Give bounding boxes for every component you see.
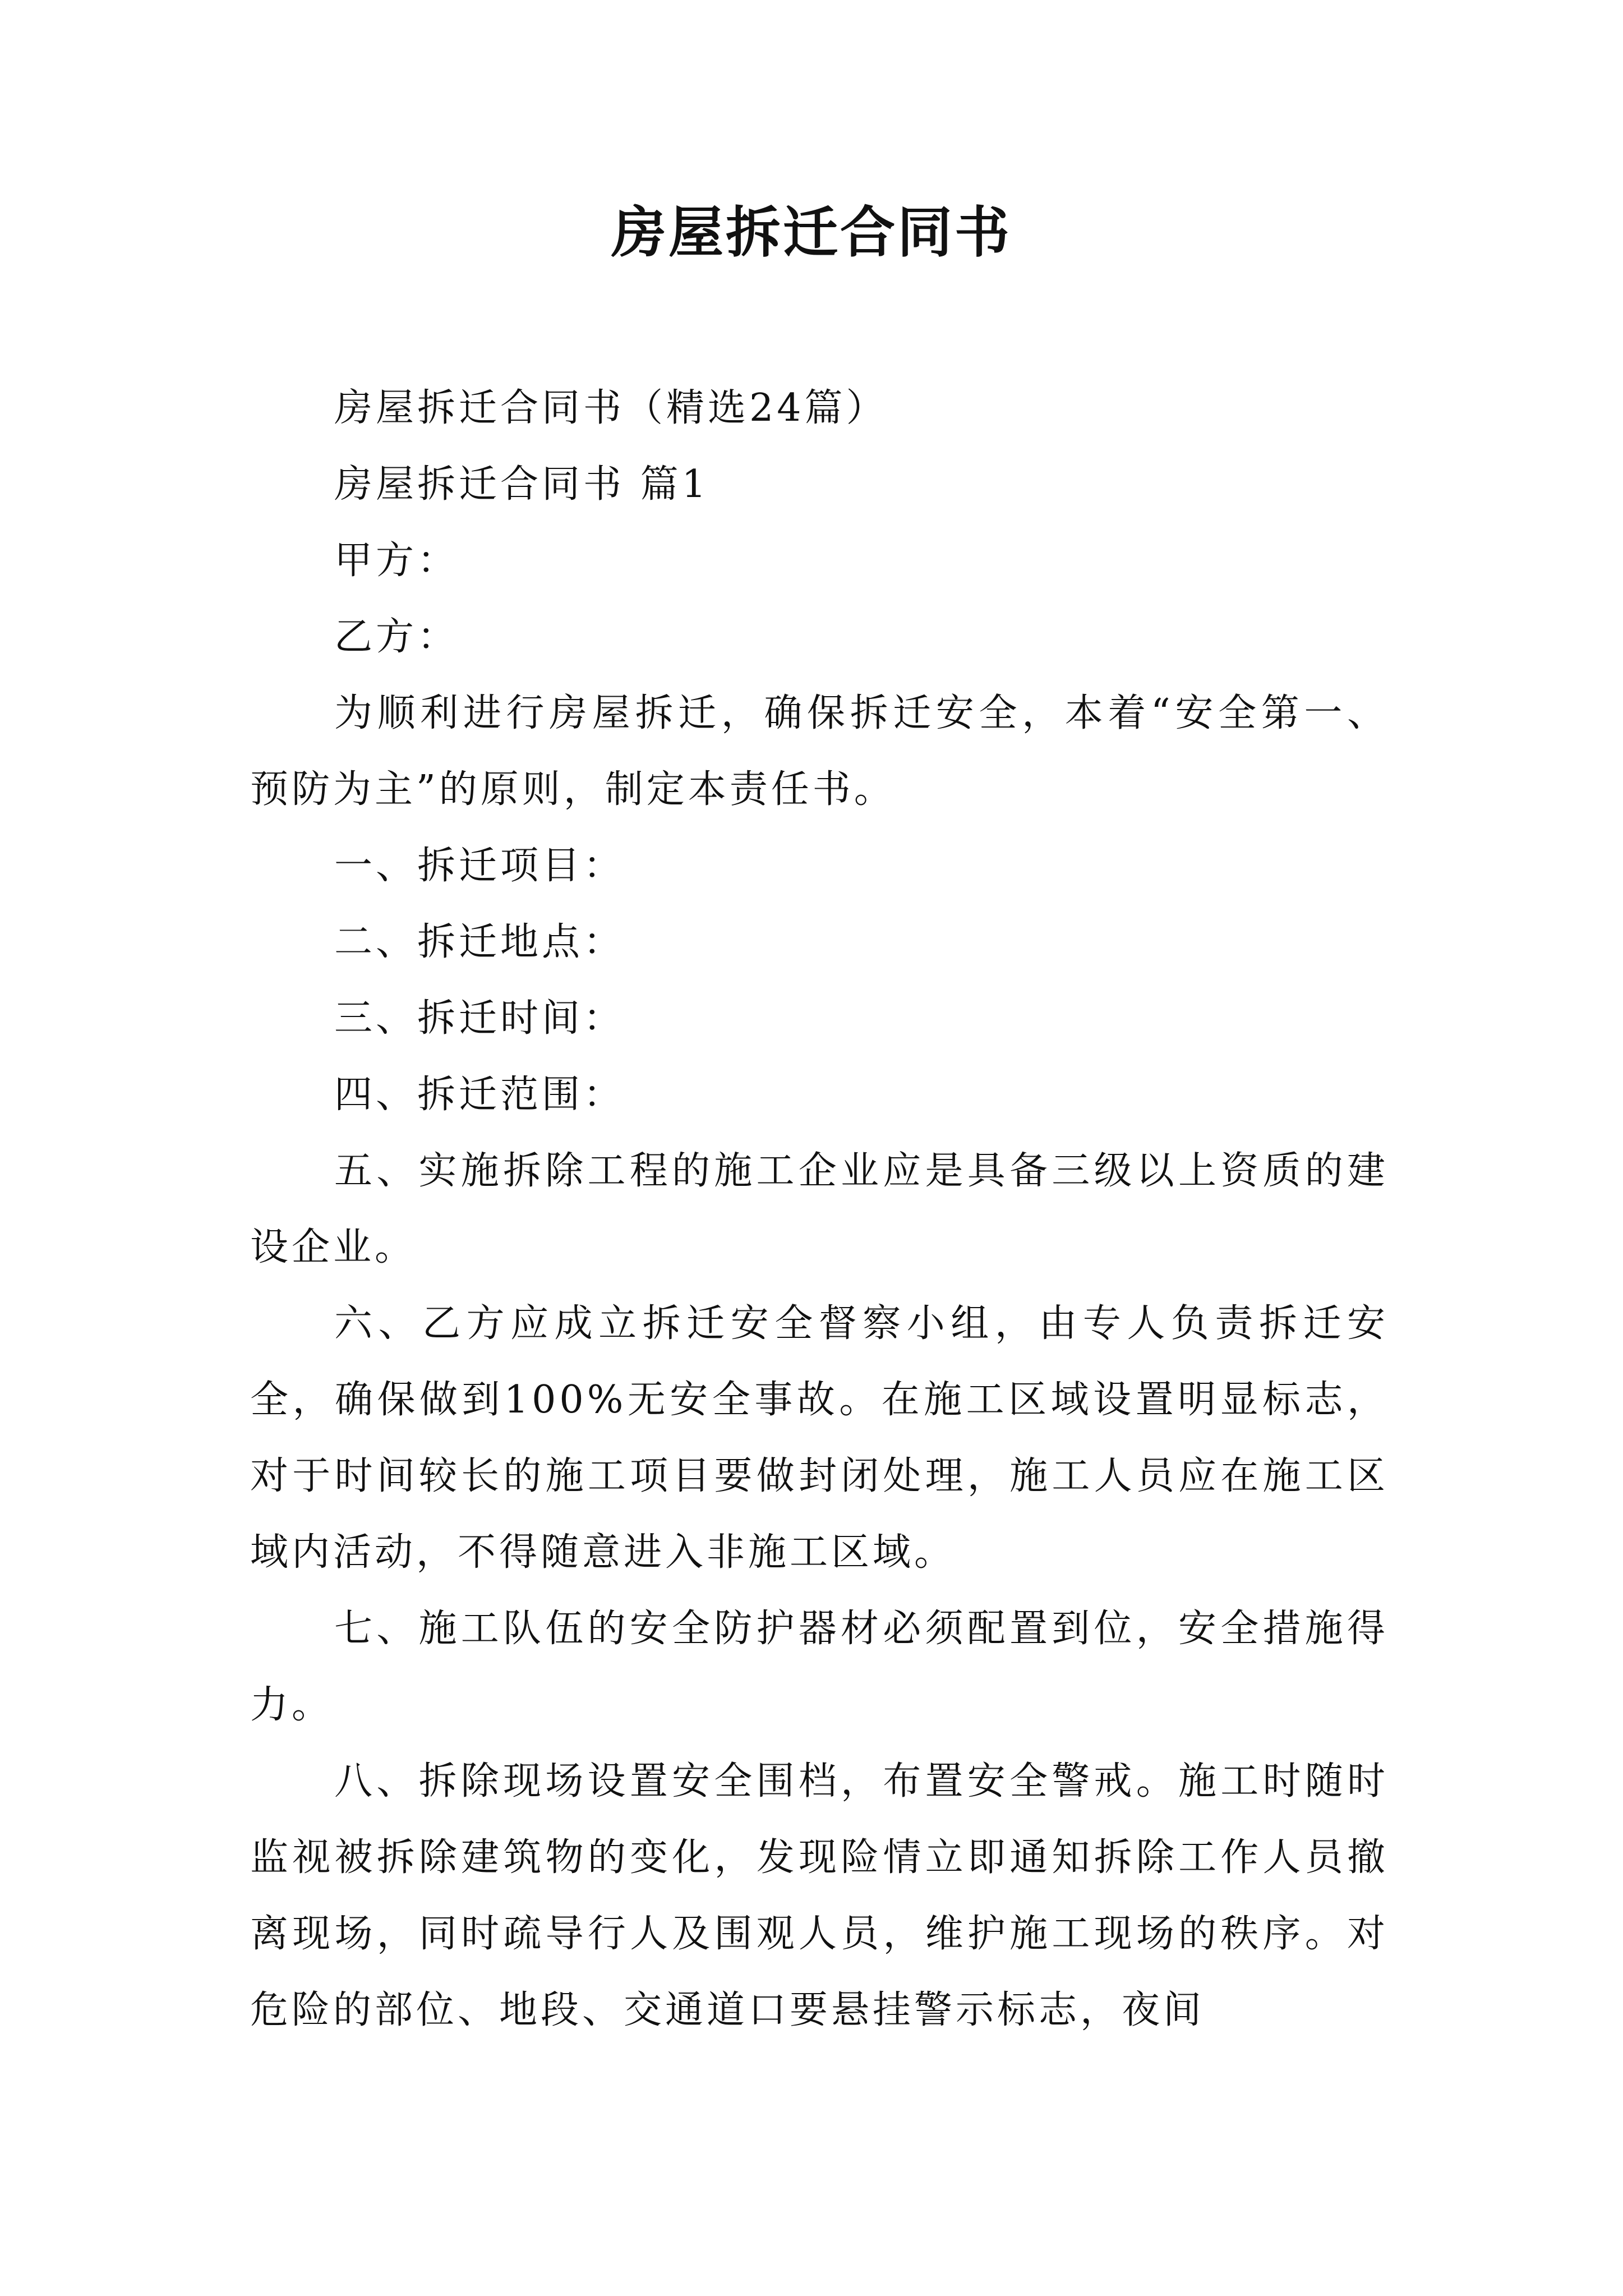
paragraph-item-7: 七、施工队伍的安全防护器材必须配置到位，安全措施得力。 xyxy=(250,1607,1389,1727)
paragraph-item-6: 六、乙方应成立拆迁安全督察小组，由专人负责拆迁安全，确保做到100%无安全事故。在施工区域设置明显标志，对于时间较长的施工项目要做封闭处理，施工人员应在施工区域内活动，不得随意进入非施工区域。 xyxy=(250,1301,1389,1575)
paragraph-item-8: 八、拆除现场设置安全围档，布置安全警戒。施工时随时监视被拆除建筑物的变化，发现险情立即通知拆除工作人员撤离现场，同时疏导行人及围观人员，维护施工现场的秩序。对危险的部位、地段、交通道口要悬挂警示标志，夜间 xyxy=(250,1759,1389,2032)
paragraph-party-b: 乙方： xyxy=(334,615,459,659)
paragraph-item-4: 四、拆迁范围： xyxy=(334,1073,625,1117)
document-title: 房屋拆迁合同书 xyxy=(611,200,1012,265)
paragraph-section-heading: 房屋拆迁合同书 篇1 xyxy=(334,462,709,507)
paragraph-item-1: 一、拆迁项目： xyxy=(334,844,625,888)
paragraph-preamble: 为顺利进行房屋拆迁，确保拆迁安全，本着“安全第一、预防为主”的原则，制定本责任书。 xyxy=(250,691,1389,812)
paragraph-item-3: 三、拆迁时间： xyxy=(334,996,625,1041)
paragraph-collection-title: 房屋拆迁合同书（精选24篇） xyxy=(334,386,888,430)
document-body xyxy=(250,370,1389,2049)
paragraph-item-5: 五、实施拆除工程的施工企业应是具备三级以上资质的建设企业。 xyxy=(250,1149,1389,1269)
paragraph-party-a: 甲方： xyxy=(334,539,459,583)
paragraph-item-2: 二、拆迁地点： xyxy=(334,920,625,964)
